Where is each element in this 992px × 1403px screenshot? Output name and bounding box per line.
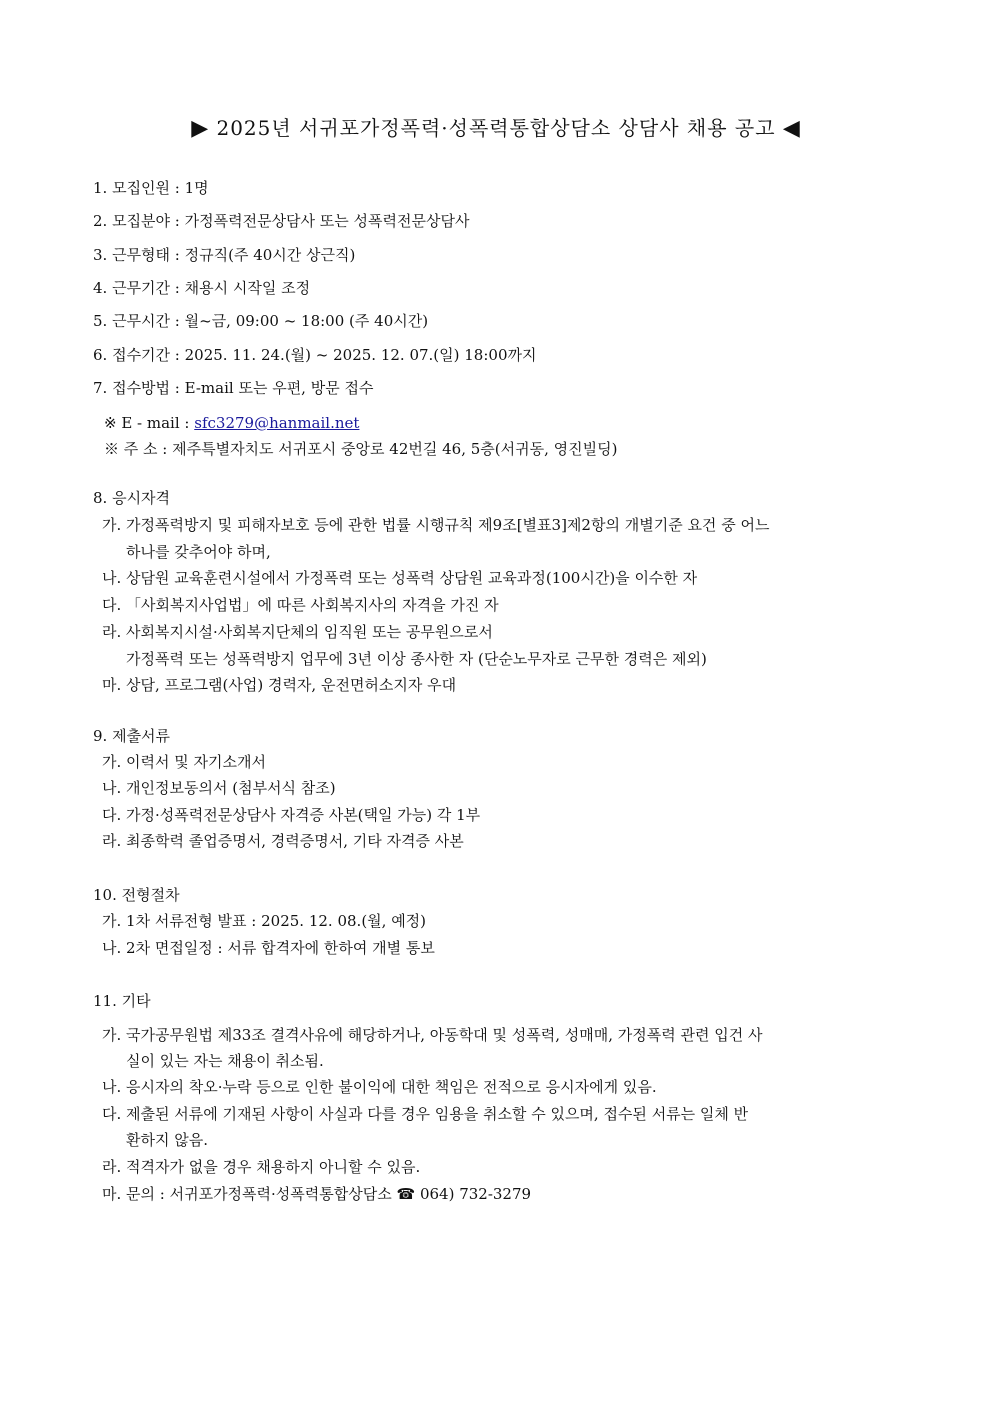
section-heading-qualification: 8. 응시자격 [93,489,171,507]
item-work-period: 4. 근무기간 : 채용시 시작일 조정 [93,279,311,297]
contact-label: 마. 문의 : 서귀포가정폭력·성폭력통합상담소 [102,1185,397,1203]
qualification-item: 라. 사회복지시설·사회복지단체의 임직원 또는 공무원으로서 [102,623,493,641]
qualification-item: 나. 상담원 교육훈련시설에서 가정폭력 또는 성폭력 상담원 교육과정(100시간)을 이수한 자 [102,569,698,587]
selection-item: 나. 2차 면접일정 : 서류 합격자에 한하여 개별 통보 [102,939,435,957]
qualification-item-continued: 하나를 갖추어야 하며, [126,543,271,561]
address-note: ※ 주 소 : 제주특별자치도 서귀포시 중앙로 42번길 46, 5층(서귀동, 영진빌딩) [104,440,618,458]
section-heading-selection: 10. 전형절차 [93,886,180,904]
document-item: 나. 개인정보동의서 (첨부서식 참조) [102,779,336,797]
item-work-type: 3. 근무형태 : 정규직(주 40시간 상근직) [93,246,356,264]
title-text: 2025년 서귀포가정폭력·성폭력통합상담소 상담사 채용 공고 [216,116,776,140]
qualification-item-continued: 가정폭력 또는 성폭력방지 업무에 3년 이상 종사한 자 (단순노무자로 근무한 경력은 제외) [126,650,707,668]
contact-item [102,1184,531,1204]
section-heading-other: 11. 기타 [93,992,151,1010]
right-triangle-icon: ▶ [191,116,210,141]
other-item-continued: 실이 있는 자는 채용이 취소됨. [126,1052,324,1070]
phone-icon: ☎ [396,1185,416,1203]
document-item: 가. 이력서 및 자기소개서 [102,753,266,771]
other-item: 다. 제출된 서류에 기재된 사항이 사실과 다를 경우 임용을 취소할 수 있으며, 접수된 서류는 일체 반 [102,1105,749,1123]
item-recruit-count: 1. 모집인원 : 1명 [93,179,209,197]
email-note [104,413,359,433]
other-item: 가. 국가공무원법 제33조 결격사유에 해당하거나, 아동학대 및 성폭력, 성매매, 가정폭력 관련 입건 사 [102,1026,763,1044]
other-item-continued: 환하지 않음. [126,1131,208,1149]
phone-number: 064) 732-3279 [415,1185,532,1203]
page-title [0,112,992,141]
other-item: 라. 적격자가 없을 경우 채용하지 아니할 수 있음. [102,1158,421,1176]
email-link[interactable]: sfc3279@hanmail.net [194,414,360,432]
item-application-method: 7. 접수방법 : E-mail 또는 우편, 방문 접수 [93,379,374,397]
qualification-item: 마. 상담, 프로그램(사업) 경력자, 운전면허소지자 우대 [102,676,457,694]
other-item: 나. 응시자의 착오·누락 등으로 인한 불이익에 대한 책임은 전적으로 응시자에게 있음. [102,1078,657,1096]
left-triangle-icon: ◀ [782,116,801,141]
item-field: 2. 모집분야 : 가정폭력전문상담사 또는 성폭력전문상담사 [93,212,470,230]
qualification-item: 가. 가정폭력방지 및 피해자보호 등에 관한 법률 시행규칙 제9조[별표3]제2항의 개별기준 요건 중 어느 [102,516,770,534]
email-label: ※ E - mail : [104,414,195,432]
item-work-hours: 5. 근무시간 : 월~금, 09:00 ~ 18:00 (주 40시간) [93,312,429,330]
selection-item: 가. 1차 서류전형 발표 : 2025. 12. 08.(월, 예정) [102,912,427,930]
document-item: 다. 가정·성폭력전문상담사 자격증 사본(택일 가능) 각 1부 [102,806,481,824]
document-item: 라. 최종학력 졸업증명서, 경력증명서, 기타 자격증 사본 [102,832,464,850]
item-application-period: 6. 접수기간 : 2025. 11. 24.(월) ~ 2025. 12. 07.(일) 18:00까지 [93,346,537,364]
section-heading-documents: 9. 제출서류 [93,727,171,745]
qualification-item: 다. 「사회복지사업법」에 따른 사회복지사의 자격을 가진 자 [102,596,499,614]
